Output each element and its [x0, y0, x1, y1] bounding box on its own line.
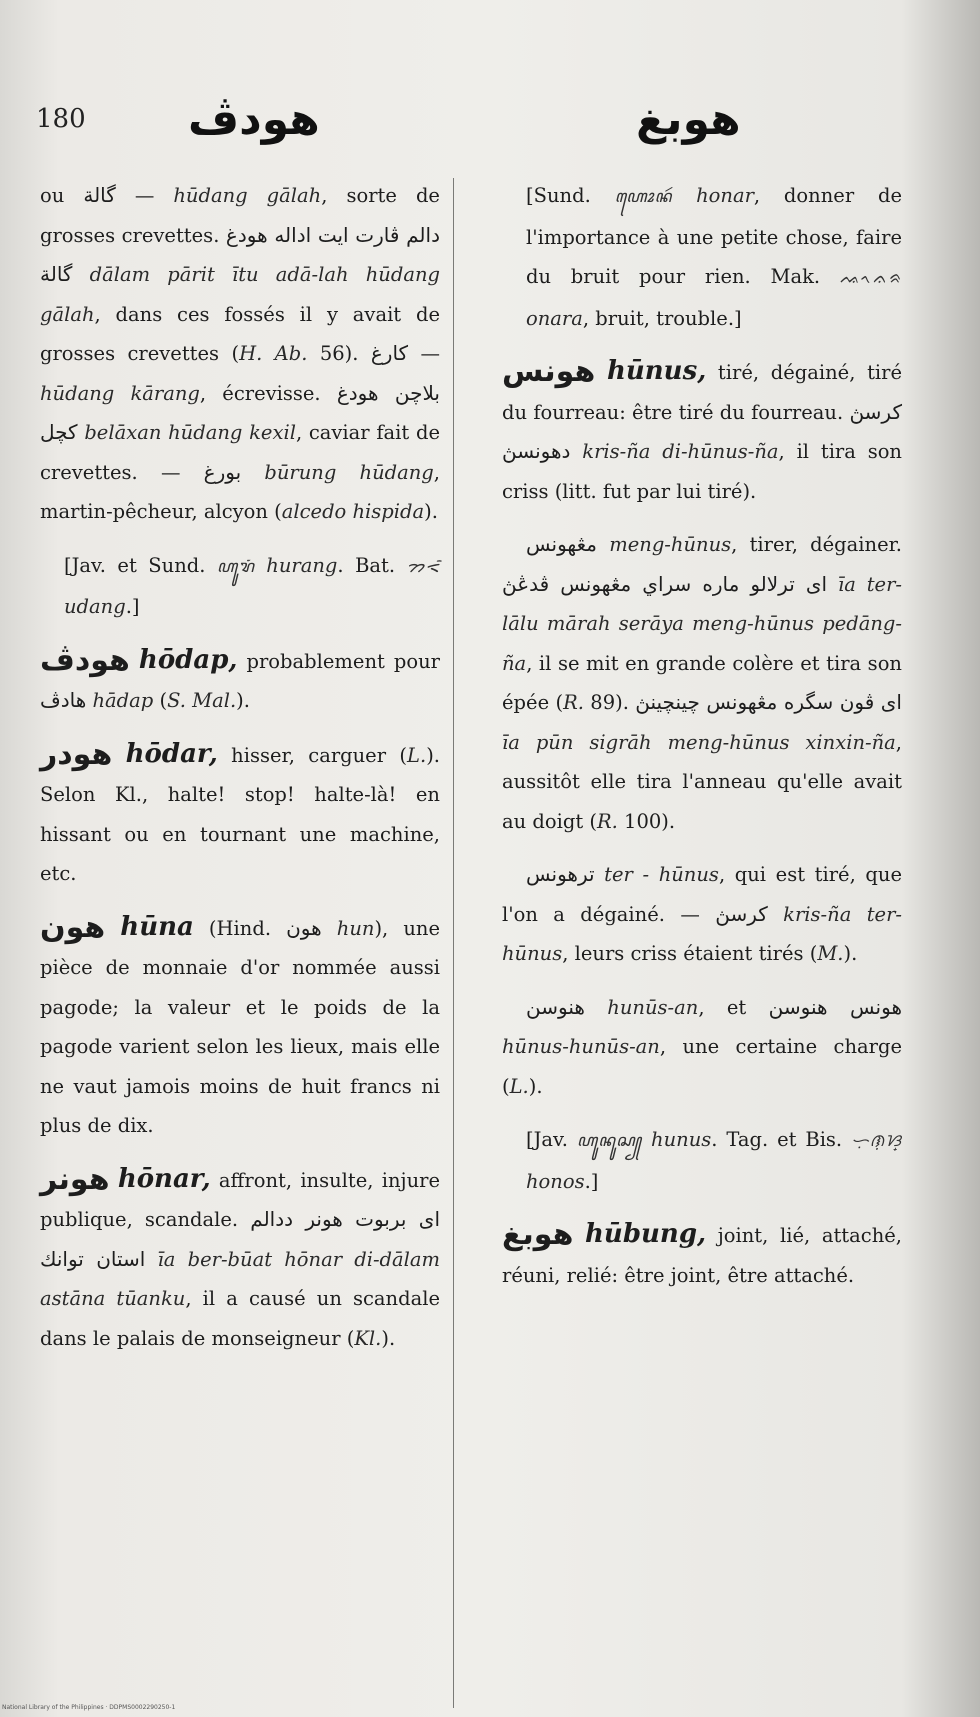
definition-text: , caviar fait de crevettes. —	[40, 421, 441, 484]
definition-text	[72, 263, 89, 286]
definition-text	[145, 1248, 157, 1271]
jawi-text: مڠهونس	[526, 532, 597, 556]
headword-arabic: هونر	[40, 1161, 110, 1197]
transliteration: S. Mal.	[167, 689, 237, 712]
dictionary-entry	[40, 176, 440, 532]
definition-text: , il a causé un scandale dans le palais de monseigneur (	[40, 1287, 441, 1350]
transliteration: honos	[526, 1169, 585, 1193]
transliteration: būrung hūdang	[264, 460, 434, 484]
definition-text: .]	[584, 1169, 599, 1193]
definition-text: ).	[528, 1074, 543, 1098]
transliteration: hun	[336, 916, 375, 940]
transliteration: belāxan hūdang kexil	[84, 421, 296, 444]
definition-text: , écrevisse.	[199, 381, 337, 405]
column-right	[502, 176, 902, 1309]
definition-text: . Tag. et Bis.	[711, 1128, 852, 1151]
dictionary-entry	[502, 525, 902, 841]
headword-arabic: هودڤ	[40, 642, 130, 678]
transliteration: hādap	[92, 689, 154, 712]
definition-text: ), une pièce de monnaie d'or nommée aussi pagode; la valeur et le poids de la pagode varient selon les lieux, mais elle ne vaut jamois moins de huit francs ni plus de dix.	[40, 916, 440, 1137]
script-sample: ꦲꦺꦴꦤꦂ	[614, 187, 673, 207]
jawi-text: ترهونس	[526, 862, 595, 886]
headword: hōdar,	[125, 738, 218, 769]
transliteration: Kl.	[354, 1326, 382, 1350]
jawi-text: بورغ	[203, 459, 242, 484]
transliteration: īa ter-lālu mārah serāya meng-hūnus pedāng-ña	[502, 572, 902, 675]
definition-text: (	[153, 689, 168, 712]
definition-text: ). Selon Kl., halte! stop! halte-là! en hissant ou en tournant une machine, etc.	[40, 743, 440, 885]
script-sample: ᜑᜓᜈᜓᜐ᜔	[851, 1131, 902, 1151]
jawi-text: كارغ	[370, 341, 409, 365]
definition-text: [Jav.	[526, 1128, 577, 1151]
definition-text: 100).	[617, 809, 676, 833]
headword: hūna	[120, 911, 194, 942]
jawi-text: اى بربوت هونر ددالم استان توانك	[40, 1207, 440, 1271]
definition-text: , donner de l'importance à une petite chose, faire du bruit pour rien. Mak.	[526, 184, 902, 288]
definition-text: ).	[381, 1326, 396, 1350]
transliteration: H. Ab.	[239, 342, 308, 365]
headword: hōdap,	[138, 644, 238, 675]
definition-text: , et	[698, 995, 769, 1019]
definition-text: , tirer, dégainer.	[731, 533, 902, 556]
headword: hūbung,	[585, 1219, 707, 1249]
script-sample: ꦲꦸꦤꦸꦱ꧀	[576, 1131, 643, 1151]
definition-text: tiré, dégainé, tiré du fourreau: être tiré du fourreau.	[502, 361, 902, 424]
column-left	[40, 176, 440, 1372]
dictionary-entry	[40, 1160, 440, 1359]
transliteration: onara	[526, 306, 583, 330]
transliteration: honar	[696, 184, 754, 207]
definition-text	[570, 440, 582, 463]
jawi-text: بلاچن هودغ كچل	[40, 380, 440, 444]
transliteration: hurang	[266, 553, 338, 577]
transliteration: ter - hūnus	[604, 863, 719, 886]
transliteration: dālam pārit ītu adā-lah hūdang gālah	[40, 263, 441, 326]
definition-text	[768, 903, 783, 926]
definition-text	[597, 533, 609, 556]
definition-text: ).	[424, 500, 438, 523]
etymology-note	[502, 176, 902, 338]
definition-text: ).	[843, 942, 858, 965]
definition-text: .]	[125, 595, 140, 618]
definition-text: , une certaine charge (	[502, 1035, 902, 1098]
headword-arabic: هون	[40, 909, 106, 945]
etymology-note	[502, 1120, 902, 1201]
definition-text: , qui est tiré, que l'on a dégainé. —	[502, 863, 902, 926]
definition-text	[255, 554, 266, 577]
jawi-text: هادڤ	[40, 688, 87, 712]
jawi-text: هنوسن	[526, 994, 585, 1019]
transliteration: meng-hūnus	[609, 533, 732, 556]
dictionary-entry	[502, 1215, 902, 1295]
transliteration: M.	[817, 942, 844, 965]
definition-text: , dans ces fossés il y avait de grosses crevettes (	[40, 302, 440, 365]
running-head-right: هوبغ	[636, 94, 741, 145]
definition-text	[827, 573, 838, 596]
definition-text: , il tira son criss (litt. fut par lui tiré).	[502, 440, 902, 503]
jawi-text: دالم ڤارت ايت اداله هودغ گالة	[40, 222, 440, 286]
definition-text: , martin-pêcheur, alcyon (	[40, 460, 440, 523]
column-divider	[453, 178, 454, 1708]
headword-arabic: هونس	[502, 354, 596, 389]
definition-text: affront, insulte, injure publique, scandale.	[40, 1168, 441, 1231]
script-sample: ᯂᯑᯰ	[406, 556, 440, 577]
dictionary-entry	[502, 352, 902, 511]
transliteration: udang	[64, 595, 126, 618]
footer-credit: National Library of the Philippines · DDPMS0002290250-1	[2, 1704, 176, 1711]
definition-text: 56).	[307, 342, 371, 365]
dictionary-entry	[502, 855, 902, 974]
definition-text: hisser, carguer (	[217, 743, 408, 767]
transliteration: L.	[509, 1074, 529, 1098]
transliteration: kris-ña ter-hūnus	[502, 902, 902, 965]
headword-arabic: هودر	[40, 736, 113, 772]
definition-text	[241, 461, 264, 484]
jawi-text: كرسڽ دهونسڽ	[502, 399, 902, 463]
transliteration: L.	[407, 743, 427, 767]
definition-text	[642, 1128, 651, 1151]
definition-text: 89).	[583, 691, 636, 714]
jawi-text: اى ڤون سگره مڠهونس چينچينڽ	[635, 690, 902, 714]
definition-text: , bruit, trouble.]	[582, 306, 742, 330]
headword-arabic: هوبغ	[502, 1217, 574, 1252]
etymology-note	[40, 546, 440, 627]
dictionary-entry	[40, 641, 440, 721]
dictionary-entry	[40, 735, 440, 894]
definition-text: . Bat.	[337, 553, 407, 577]
headword: hūnus,	[606, 356, 707, 386]
transliteration: hunus	[651, 1128, 712, 1151]
transliteration: alcedo hispida	[281, 500, 425, 523]
transliteration: īa ber-būat hōnar di-dālam astāna tūanku	[40, 1247, 441, 1310]
transliteration: R.	[596, 809, 618, 833]
definition-text	[672, 184, 696, 207]
script-sample: ᨕᨚᨊᨑ	[839, 268, 902, 288]
transliteration: kris-ña di-hūnus-ña	[582, 440, 779, 463]
script-sample: ꦲꦸꦫꦁ	[216, 556, 255, 577]
transliteration: R.	[563, 691, 584, 714]
definition-text: , aussitôt elle tira l'anneau qu'elle avait au doigt (	[502, 730, 902, 833]
jawi-text: هونس هنوسن	[768, 994, 902, 1019]
definition-text: —	[408, 342, 440, 365]
definition-text: joint, lié, attaché, réuni, relié: être joint, être attaché.	[502, 1224, 902, 1287]
definition-text: ).	[236, 689, 250, 712]
definition-text: (Hind.	[193, 916, 287, 940]
jawi-text: هون	[286, 915, 322, 940]
running-head-left: هودڤ	[188, 94, 320, 145]
transliteration: īa pūn sigrāh meng-hūnus xinxin-ña	[502, 730, 896, 754]
definition-text	[322, 917, 337, 940]
transliteration: hūnus-hunūs-an	[502, 1035, 660, 1058]
page-number: 180	[36, 104, 86, 134]
definition-text: , sorte de grosses crevettes.	[40, 184, 440, 247]
transliteration: hunūs-an	[607, 995, 699, 1019]
definition-text: , il se mit en grande colère et tira son épée (	[502, 651, 902, 714]
definition-text: [Sund.	[526, 184, 615, 207]
definition-text: probablement pour	[237, 649, 440, 673]
dictionary-entry	[502, 988, 902, 1107]
dictionary-entry	[40, 908, 440, 1146]
definition-text: ou	[40, 184, 84, 207]
definition-text	[585, 996, 607, 1019]
definition-text: , leurs criss étaient tirés (	[562, 942, 818, 965]
jawi-text: گالة	[83, 183, 116, 207]
headword: hōnar,	[117, 1163, 211, 1194]
transliteration: hūdang gālah	[173, 184, 322, 207]
definition-text	[595, 863, 605, 886]
definition-text: [Jav. et Sund.	[64, 553, 217, 577]
definition-text: —	[115, 184, 174, 207]
jawi-text: كرسڽ	[715, 901, 768, 926]
transliteration: hūdang kārang	[40, 381, 200, 405]
jawi-text: اى ترلالو ماره سراي مڠهونس ڤدڠڽ	[502, 571, 828, 596]
